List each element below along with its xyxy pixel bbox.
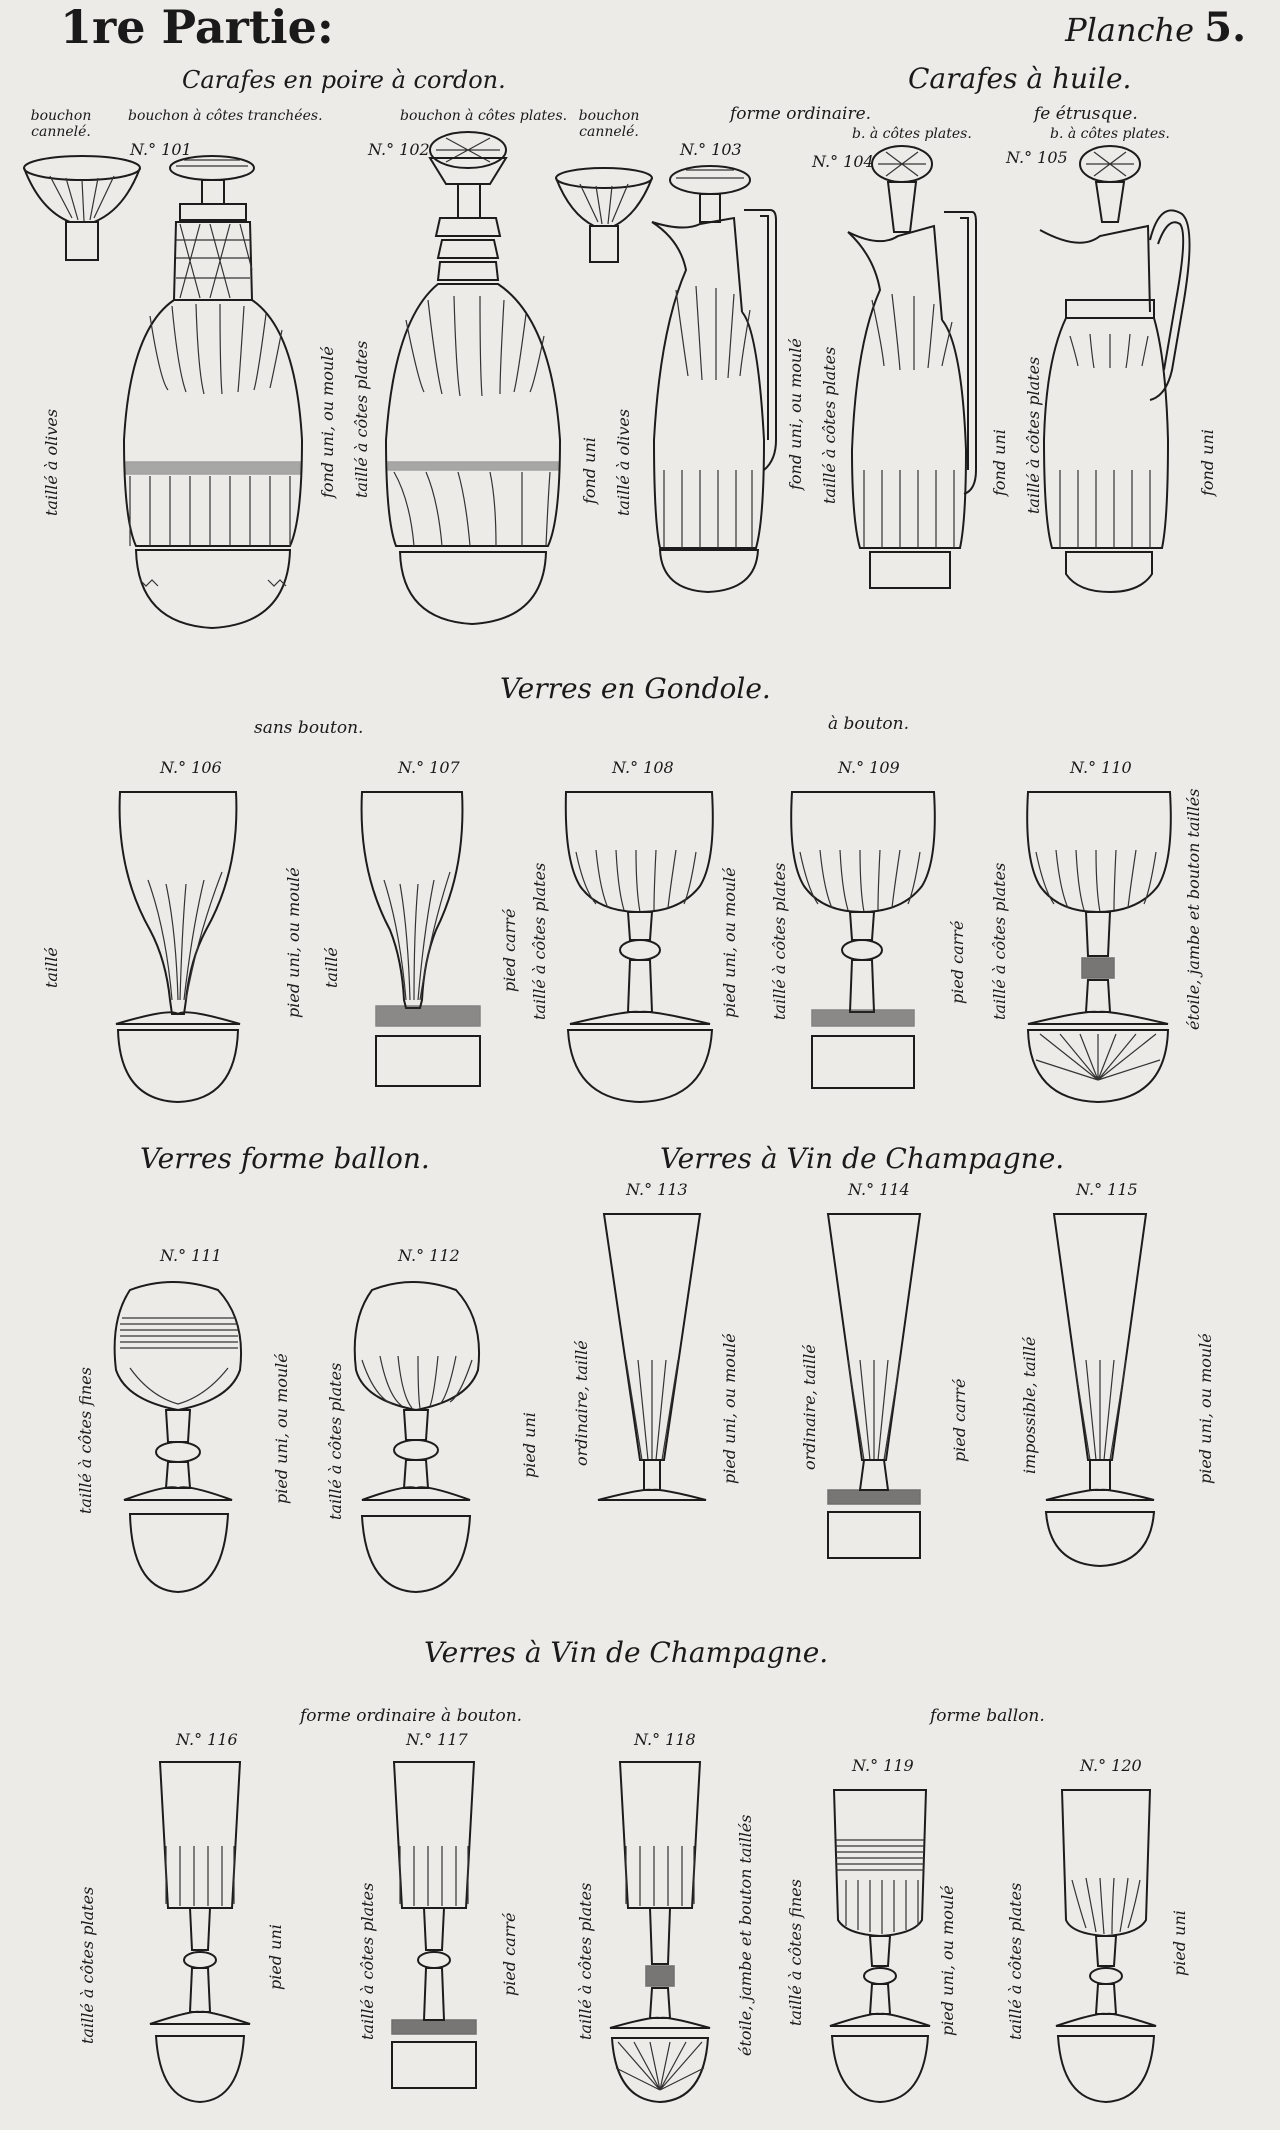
glass-107-illustration [362, 792, 480, 1086]
item-number-108: N.° 108 [612, 758, 674, 777]
label-118-right: étoile, jambe et bouton taillés [736, 1814, 755, 2056]
label-106-left: taillé [42, 947, 61, 988]
subheading-bouchon-cannele-1: bouchon cannelé. [30, 108, 92, 140]
label-103-right: fond uni, ou moulé [786, 338, 805, 490]
label-105-right: fond uni [1198, 429, 1217, 496]
label-106-right: pied uni, ou moulé [284, 867, 303, 1018]
label-117-left: taillé à côtes plates [358, 1882, 377, 2040]
item-number-113: N.° 113 [626, 1180, 688, 1199]
glass-109-illustration [791, 792, 935, 1088]
item-number-104: N.° 104 [812, 152, 874, 171]
glass-113-illustration [598, 1214, 706, 1500]
label-115-right: pied uni, ou moulé [1196, 1333, 1215, 1484]
glass-118-illustration [610, 1762, 710, 2102]
item-number-102: N.° 102 [368, 140, 430, 159]
label-110-left: taillé à côtes plates [990, 862, 1009, 1020]
section-champagne-2: Verres à Vin de Champagne. [424, 1636, 829, 1669]
glass-112-illustration [355, 1282, 479, 1592]
glass-117-illustration [392, 1762, 476, 2088]
label-104-right: fond uni [990, 429, 1009, 496]
label-113-left: ordinaire, taillé [572, 1340, 591, 1466]
label-111-right: pied uni, ou moulé [272, 1353, 291, 1504]
subheading-bouchon-cotes-plates: bouchon à côtes plates. [400, 108, 568, 124]
glass-116-illustration [150, 1762, 250, 2102]
carafe-105-illustration [1040, 146, 1190, 592]
label-109-right: pied carré [948, 920, 967, 1004]
glass-115-illustration [1046, 1214, 1154, 1566]
item-number-120: N.° 120 [1080, 1756, 1142, 1775]
carafe-103-illustration [652, 166, 776, 592]
carafe-104-illustration [848, 146, 976, 588]
glass-110-illustration [1027, 792, 1171, 1102]
item-number-117: N.° 117 [406, 1730, 468, 1749]
glass-111-illustration [115, 1282, 241, 1592]
subheading-b-cotes-plates-2: b. à côtes plates. [1050, 126, 1170, 142]
label-120-left: taillé à côtes plates [1006, 1882, 1025, 2040]
label-114-left: ordinaire, taillé [800, 1344, 819, 1470]
item-number-112: N.° 112 [398, 1246, 460, 1265]
subheading-a-bouton: à bouton. [828, 714, 910, 734]
part-title: 1re Partie: [60, 0, 334, 54]
subheading-bouchon-cotes-tranchees: bouchon à côtes tranchées. [128, 108, 323, 124]
label-105-left: taillé à côtes plates [1024, 356, 1043, 514]
label-107-right: pied carré [500, 908, 519, 992]
stopper-cannele-1-illustration [24, 156, 140, 260]
item-number-119: N.° 119 [852, 1756, 914, 1775]
label-108-right: pied uni, ou moulé [720, 867, 739, 1018]
label-120-right: pied uni [1170, 1910, 1189, 1976]
label-119-right: pied uni, ou moulé [938, 1885, 957, 2036]
carafe-102-illustration [386, 132, 560, 624]
item-number-103: N.° 103 [680, 140, 742, 159]
item-number-105: N.° 105 [1006, 148, 1068, 167]
section-carafes-poire: Carafes en poire à cordon. [182, 66, 506, 94]
label-116-left: taillé à côtes plates [78, 1886, 97, 2044]
label-117-right: pied carré [500, 1912, 519, 1996]
glass-120-illustration [1056, 1790, 1156, 2102]
label-110-right: étoile, jambe et bouton taillés [1184, 788, 1203, 1030]
label-104-left: taillé à côtes plates [820, 346, 839, 504]
item-number-106: N.° 106 [160, 758, 222, 777]
item-number-110: N.° 110 [1070, 758, 1132, 777]
subheading-bouchon-cannele-2: bouchon cannelé. [578, 108, 640, 140]
glass-119-illustration [830, 1790, 930, 2102]
label-116-right: pied uni [266, 1924, 285, 1990]
glass-108-illustration [566, 792, 713, 1102]
item-number-107: N.° 107 [398, 758, 460, 777]
item-number-115: N.° 115 [1076, 1180, 1138, 1199]
label-107-left: taillé [322, 947, 341, 988]
label-112-left: taillé à côtes plates [326, 1362, 345, 1520]
label-111-left: taillé à côtes fines [76, 1367, 95, 1514]
label-113-right: pied uni, ou moulé [720, 1333, 739, 1484]
label-101-left: taillé à olives [42, 408, 61, 516]
label-112-right: pied uni [520, 1412, 539, 1478]
label-119-left: taillé à côtes fines [786, 1879, 805, 2026]
item-number-116: N.° 116 [176, 1730, 238, 1749]
planche-text: Planche [1065, 11, 1195, 49]
planche-number: 5. [1204, 4, 1246, 51]
subheading-b-cotes-plates: b. à côtes plates. [852, 126, 972, 142]
item-number-101: N.° 101 [130, 140, 192, 159]
section-verres-ballon: Verres forme ballon. [140, 1142, 430, 1175]
label-108-left: taillé à côtes plates [530, 862, 549, 1020]
label-114-right: pied carré [950, 1378, 969, 1462]
subheading-forme-ballon: forme ballon. [930, 1706, 1045, 1726]
item-number-118: N.° 118 [634, 1730, 696, 1749]
item-number-114: N.° 114 [848, 1180, 910, 1199]
section-verres-gondole: Verres en Gondole. [500, 672, 771, 705]
label-115-left: impossible, taillé [1020, 1336, 1039, 1474]
carafe-101-illustration [124, 156, 302, 628]
label-109-left: taillé à côtes plates [770, 862, 789, 1020]
subheading-fe-etrusque: fe étrusque. [1034, 104, 1138, 124]
section-champagne-1: Verres à Vin de Champagne. [660, 1142, 1065, 1175]
label-103-left: taillé à olives [614, 408, 633, 516]
section-carafes-huile: Carafes à huile. [908, 62, 1132, 95]
subheading-sans-bouton: sans bouton. [254, 718, 364, 738]
item-number-111: N.° 111 [160, 1246, 222, 1265]
glass-106-illustration [116, 792, 240, 1102]
item-number-109: N.° 109 [838, 758, 900, 777]
stopper-cannele-2-illustration [556, 168, 652, 262]
subheading-forme-ordinaire-bouton: forme ordinaire à bouton. [300, 1706, 523, 1726]
glass-114-illustration [828, 1214, 920, 1558]
label-102-right: fond uni [580, 437, 599, 504]
label-101-right: fond uni, ou moulé [318, 346, 337, 498]
label-102-left: taillé à côtes plates [352, 340, 371, 498]
subheading-forme-ordinaire: forme ordinaire. [730, 104, 872, 124]
label-118-left: taillé à côtes plates [576, 1882, 595, 2040]
